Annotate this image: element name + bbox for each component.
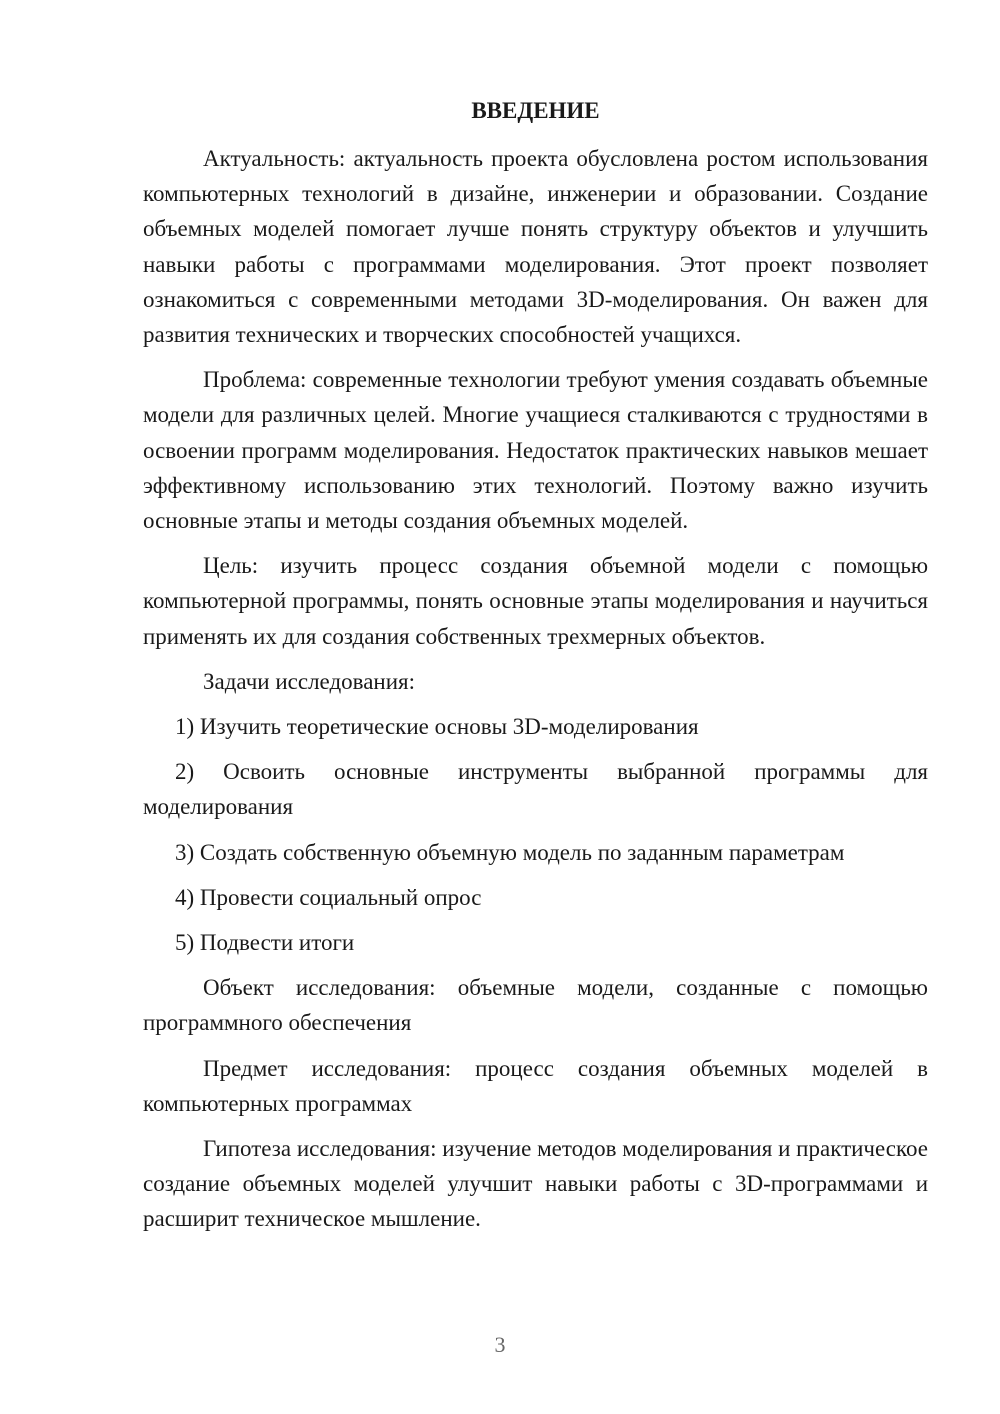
tasks-title: Задачи исследования:: [203, 668, 416, 694]
list-item: 1) Изучить теоретические основы 3D-моделирования: [175, 714, 699, 740]
list-item: 3) Создать собственную объемную модель по заданным параметрам: [175, 839, 845, 865]
list-item: 4) Провести социальный опрос: [175, 884, 482, 910]
tasks-list: [143, 709, 928, 960]
page-title: ВВЕДЕНИЕ: [471, 98, 600, 123]
goal-paragraph: Цель: изучить процесс создания объемной модели с помощью компьютерной программы, понять основные этапы моделирования и научиться применять их для создания собственных трехмерных объектов.: [143, 553, 928, 649]
relevance-paragraph: Актуальность: актуальность проекта обусловлена ростом использования компьютерных технологий в дизайне, инженерии и образовании. Создание объемных моделей помогает лучше понять структуру объектов и улучшить навыки работы с программами моделирования. Этот проект позволяет ознакомиться с современными методами 3D-моделирования. Он важен для развития технических и творческих способностей учащихся.: [143, 146, 928, 348]
list-item: 2) Освоить основные инструменты выбранной программы для моделирования: [143, 759, 928, 820]
document-body: [143, 95, 928, 1247]
problem-paragraph: Проблема: современные технологии требуют умения создавать объемные модели для различных целей. Многие учащиеся сталкиваются с трудностями в освоении программ моделирования. Недостаток практических навыков мешает эффективному использованию этих технологий. Поэтому важно изучить основные этапы и методы создания объемных моделей.: [143, 367, 928, 534]
page-number: 3: [494, 1332, 506, 1357]
hypothesis-paragraph: Гипотеза исследования: изучение методов моделирования и практическое создание объемных моделей улучшит навыки работы с 3D-программами и расширит техническое мышление.: [143, 1136, 928, 1232]
object-paragraph: Объект исследования: объемные модели, созданные с помощью программного обеспечения: [143, 975, 928, 1036]
list-item: 5) Подвести итоги: [175, 930, 355, 956]
subject-paragraph: Предмет исследования: процесс создания объемных моделей в компьютерных программах: [143, 1055, 928, 1116]
